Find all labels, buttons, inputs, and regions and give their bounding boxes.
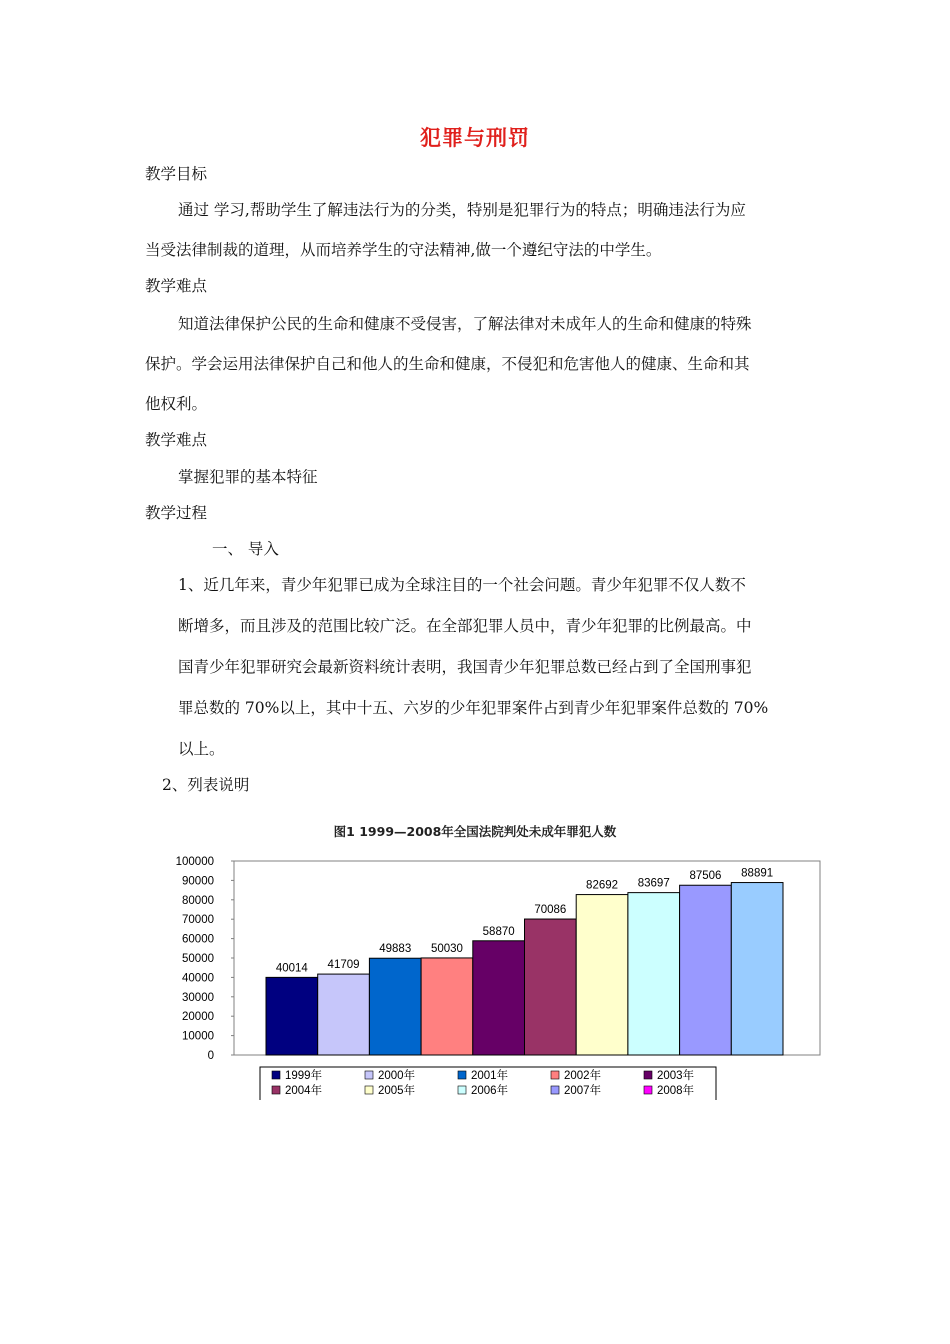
legend-swatch: [551, 1071, 559, 1079]
y-tick-label: 100000: [175, 856, 214, 868]
y-tick-label: 60000: [182, 933, 214, 946]
bar: [266, 977, 318, 1055]
legend-label: 2006年: [471, 1085, 509, 1097]
data-label: 50030: [430, 942, 463, 955]
legend-label: 2004年: [285, 1085, 323, 1097]
heading-teaching-difficulty-2: 教学难点: [145, 431, 208, 449]
bar: [576, 895, 628, 1055]
legend-swatch: [458, 1086, 466, 1094]
paragraph-2: 2、列表说明: [162, 776, 250, 794]
y-tick-label: 70000: [182, 914, 214, 927]
data-label: 83697: [637, 877, 670, 890]
bar: [369, 958, 421, 1055]
y-tick-label: 20000: [182, 1011, 214, 1024]
legend-swatch: [551, 1086, 559, 1094]
bar: [318, 974, 370, 1055]
paragraph-1-line-1: 1、近几年来，青少年犯罪已成为全球注目的一个社会问题。青少年犯罪不仅人数不: [178, 576, 746, 594]
bar: [525, 919, 577, 1055]
legend-label: 2002年: [564, 1070, 602, 1082]
y-tick-label: 80000: [182, 894, 214, 907]
heading-teaching-difficulty-1: 教学难点: [145, 277, 208, 295]
legend-label: 2007年: [564, 1085, 602, 1097]
document-title: 犯罪与刑罚: [420, 126, 530, 150]
data-label: 88891: [741, 867, 774, 880]
legend-swatch: [644, 1086, 652, 1094]
y-tick-label: 30000: [182, 991, 214, 1004]
y-tick-label: 90000: [182, 875, 214, 888]
paragraph-1-line-3: 国青少年犯罪研究会最新资料统计表明，我国青少年犯罪总数已经占到了全国刑事犯: [178, 658, 752, 676]
legend-swatch: [458, 1071, 466, 1079]
legend-label: 2003年: [657, 1070, 695, 1082]
difficulty-2-line-1: 掌握犯罪的基本特征: [178, 468, 318, 486]
chart-title: 图1 1999—2008年全国法院判处未成年罪犯人数: [333, 824, 617, 839]
bar: [680, 885, 732, 1055]
goal-text-line-2: 当受法律制裁的道理，从而培养学生的守法精神,做一个遵纪守法的中学生。: [145, 241, 662, 259]
legend-swatch: [365, 1086, 373, 1094]
legend-label: 2000年: [378, 1070, 416, 1082]
data-label: 87506: [689, 870, 722, 883]
difficulty-1-line-1: 知道法律保护公民的生命和健康不受侵害，了解法律对未成年人的生命和健康的特殊: [178, 315, 752, 333]
y-tick-label: 0: [207, 1050, 214, 1062]
y-tick-label: 50000: [182, 953, 214, 965]
y-tick-label: 40000: [182, 972, 214, 985]
data-label: 58870: [482, 925, 515, 938]
goal-text-line-1: 通过 学习,帮助学生了解违法行为的分类，特别是犯罪行为的特点；明确违法行为应: [178, 201, 746, 219]
legend-label: 2008年: [657, 1085, 695, 1097]
legend-label: 2005年: [378, 1085, 416, 1097]
paragraph-1-line-5: 以上。: [178, 740, 225, 758]
data-label: 82692: [586, 879, 619, 892]
data-label: 41709: [327, 959, 360, 972]
paragraph-1-line-2: 断增多，而且涉及的范围比较广泛。在全部犯罪人员中，青少年犯罪的比例最高。中: [178, 617, 752, 635]
bar: [421, 958, 473, 1055]
paragraph-1-line-4: 罪总数的 70%以上，其中十五、六岁的少年犯罪案件占到青少年犯罪案件总数的 70%: [178, 699, 769, 717]
legend-swatch: [272, 1071, 280, 1079]
bar: [731, 883, 783, 1055]
bar: [473, 941, 525, 1055]
legend-swatch: [644, 1071, 652, 1079]
bar: [628, 893, 680, 1055]
legend-swatch: [365, 1071, 373, 1079]
difficulty-1-line-3: 他权利。: [145, 395, 208, 413]
data-label: 70086: [534, 904, 567, 917]
heading-teaching-process: 教学过程: [145, 504, 208, 522]
difficulty-1-line-2: 保护。学会运用法律保护自己和他人的生命和健康，不侵犯和危害他人的健康、生命和其: [145, 355, 750, 373]
y-tick-label: 10000: [182, 1030, 214, 1043]
data-label: 49883: [379, 943, 412, 956]
legend-label: 1999年: [285, 1070, 323, 1082]
legend-label: 2001年: [471, 1070, 509, 1082]
section-1-heading: 一、 导入: [212, 540, 279, 558]
data-label: 40014: [275, 962, 308, 975]
heading-teaching-goal: 教学目标: [145, 165, 208, 183]
legend-swatch: [272, 1086, 280, 1094]
